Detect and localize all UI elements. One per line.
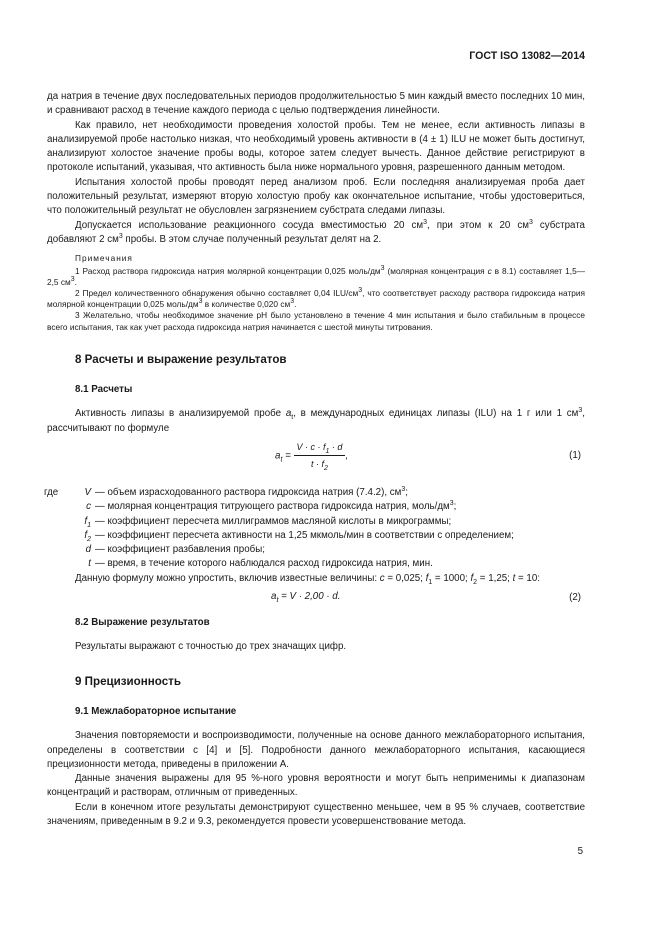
variable-row: d — коэффициент разбавления пробы; — [85, 544, 265, 556]
variable-row: $f_1$ — коэффициент пересчета миллиграммов масляной кислоты в микрограммы; — [84, 515, 452, 529]
variable-row: c — молярная концентрация титрующего раствора гидроксида натрия, моль/$дм^3$; — [86, 500, 457, 513]
paragraph: да натрия в течение двух последовательных периодов продолжительностью 5 мин каждый вместо последних 10 мин, и сравнивают расход в течение каждого периода с целью подтверждения линейности. — [47, 91, 585, 117]
document-header: ГОСТ ISO 13082—2014 — [469, 50, 585, 62]
formula-1-expression: $a_t$ = $\frac{V \cdot c \cdot f_1 \cdot d}{t \cdot f_2}$ , — [275, 441, 349, 473]
variable-row: $f_2$ — коэффициент пересчета активности на 1,25 мкмоль/мин в соответствии с определением; — [84, 529, 514, 543]
paragraph: Как правило, нет необходимости проведения холостой пробы. Тем не менее, если активность липазы в анализируемой пробе настолько низкая, что необходимый уровень активности в (4 ± 1) ILU не может быть достигнут, анализируют холостое значение пробы воды, которое затем следует вычесть. Данное действие регистрируют в протоколе испытаний, указывая, что активность была ниже нормального уровня, разрешенного данным методом. — [47, 119, 585, 174]
section-8-heading: 8 Расчеты и выражение результатов — [75, 352, 287, 366]
paragraph: Испытания холостой пробы проводят перед анализом проб. Если последняя анализируемая проба дает положительный результат, измеряют вторую холостую пробу как окончательное испытание, чтобы удостовериться, что положительный результат не обусловлен загрязнением субстрата следами липазы. — [47, 176, 585, 217]
paragraph: Если в конечном итоге результаты демонстрируют существенно меньшее, чем в 95 % случаев, соответствие значениям, приведенным в 9.2 и 9.3, рекомендуется провести усовершенствование метода. — [47, 801, 585, 828]
variable-row: где V — объем израсходованного раствора гидроксида натрия (7.4.2), $см^3$; — [44, 485, 408, 498]
section-9-1-heading: 9.1 Межлабораторное испытание — [75, 705, 237, 717]
paragraph: Данные значения выражены для 95 %-ного уровня вероятности и могут быть неприменимы к диапазонам концентраций и растворам, отличным от приведенных. — [47, 773, 585, 799]
equation-number: (1) — [569, 449, 581, 461]
paragraph: Активность липазы в анализируемой пробе $a_t$, в международных единицах липазы (ILU) на 1 г или 1 $см^3$, рассчитывают по формуле — [47, 407, 585, 434]
note-1: 1 Расход раствора гидроксида натрия молярной концентрации 0,025 моль/$дм^3$ (молярная концентрация c в 8.1) составляет 1,5—2,5 $см^3$. — [47, 264, 585, 287]
formula-1 — [47, 438, 585, 480]
section-8-2-heading: 8.2 Выражение результатов — [75, 617, 210, 629]
section-9-heading: 9 Прецизионность — [75, 674, 181, 688]
notes-title: Примечания — [75, 253, 133, 264]
paragraph: Допускается использование реакционного сосуда вместимостью 20 $см^3$, при этом к 20 $см^3$ субстрата добавляют 2 $см^3$ пробы. В этом случае полученный результат делят на 2. — [47, 218, 585, 245]
paragraph: Результаты выражают с точностью до трех значащих цифр. — [75, 641, 347, 653]
section-8-1-heading: 8.1 Расчеты — [75, 384, 133, 396]
formula-2-expression: $a_t = V \cdot 2,00 \cdot d$. — [271, 591, 341, 604]
paragraph: Данную формулу можно упростить, включив известные величины: c = 0,025; $f_1 = 1000$; $f_2 = 1,25$; t = 10: — [75, 572, 540, 586]
variables-list — [44, 485, 585, 572]
equation-number: (2) — [569, 592, 581, 604]
page-number: 5 — [577, 846, 583, 857]
note-3: 3 Желательно, чтобы необходимое значение pH было установлено в течение 4 мин испытания и было стабильным в процессе всего испытания, так как учет расхода гидроксида натрия начинается с шестой минуты титрования. — [47, 310, 585, 332]
formula-2 — [47, 588, 585, 610]
variable-row: t — время, в течение которого наблюдался расход гидроксида натрия, мин. — [88, 558, 433, 570]
paragraph: Значения повторяемости и воспроизводимости, полученные на основе данного межлабораторного испытания, определены в соответствии с [4] и [5]. Подробности данного межлабораторного испытания, касающиеся прецизионности метода, приведены в приложении А. — [47, 730, 585, 770]
formula-1-fraction: $\frac{V \cdot c \cdot f_1 \cdot d}{t \cdot f_2}$ — [294, 440, 346, 472]
note-2: 2 Предел количественного обнаружения обычно составляет 0,04 ILU/$см^3$, что соответствует расходу раствора гидроксида натрия молярной концентрации 0,025 моль/$дм^3$ в количестве 0,020 $см^3$. — [47, 287, 585, 310]
page-content — [44, 90, 585, 829]
